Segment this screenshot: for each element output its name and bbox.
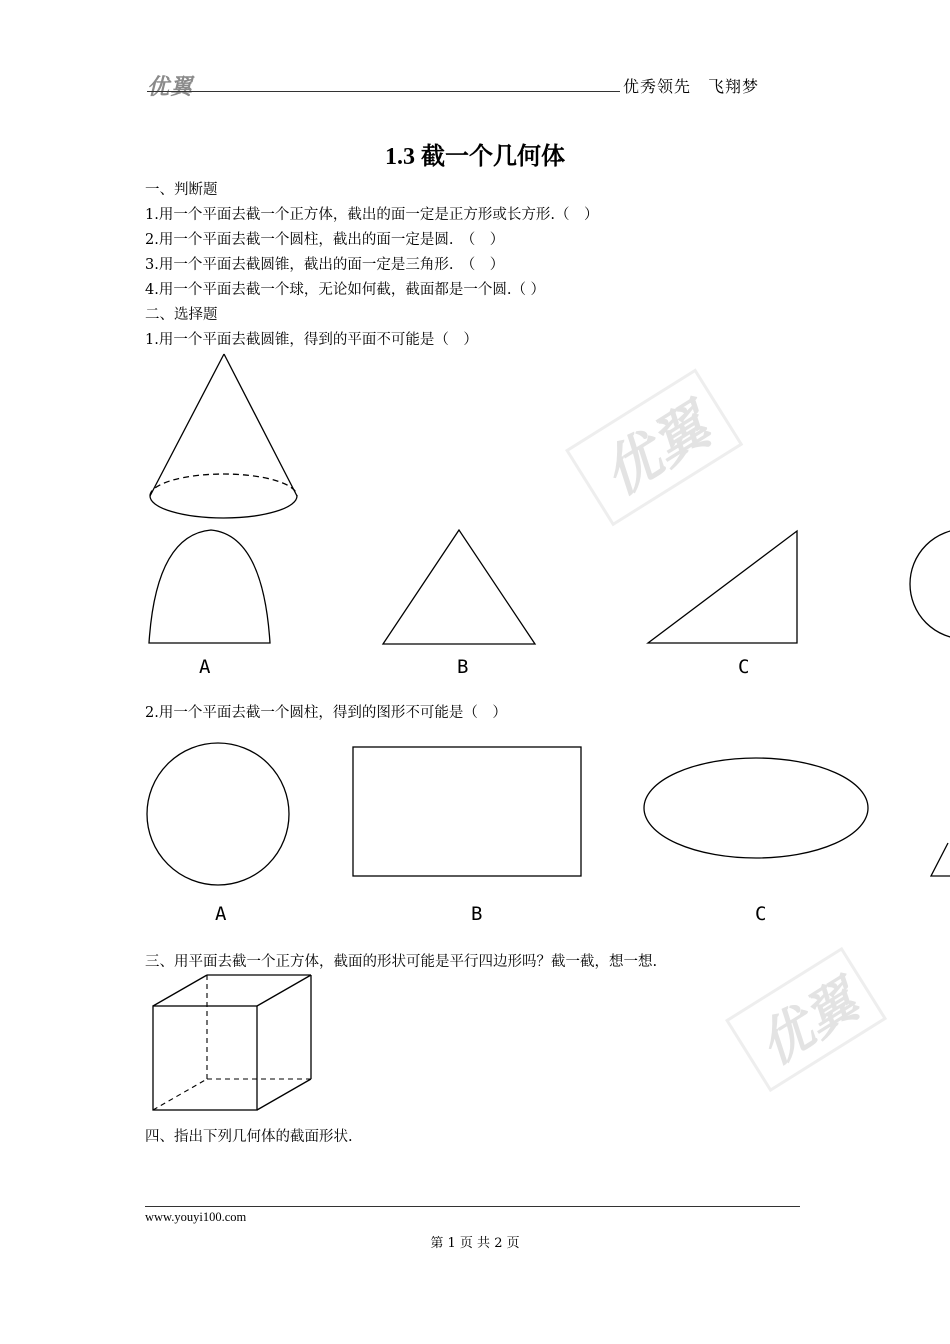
option-b-rectangle-shape (350, 744, 586, 880)
watermark-top: 优翼 (565, 368, 743, 526)
option-b-triangle-shape (380, 525, 540, 650)
section-question-cross-section: 四、指出下列几何体的截面形状. (145, 1129, 353, 1145)
header-rule (147, 91, 620, 92)
question-item: 1.用一个平面去截圆锥，得到的平面不可能是（ ） (145, 332, 478, 348)
option-label: A (199, 656, 211, 678)
option-a-circle-shape (144, 740, 294, 890)
question-item: 2.用一个平面去截一个圆柱，得到的图形不可能是（ ） (145, 705, 507, 721)
page-title: 1.3 截一个几何体 (385, 144, 565, 170)
option-c-right-triangle-shape (645, 528, 805, 648)
option-label: C (755, 903, 767, 925)
option-label: B (471, 903, 483, 925)
header-slogan: 优秀领先 飞翔梦 (623, 77, 760, 96)
option-d-triangle-shape-partial (928, 840, 950, 880)
cone-figure (140, 350, 310, 525)
watermark-bottom: 优翼 (725, 947, 887, 1092)
question-item: 4.用一个平面去截一个球，无论如何截，截面都是一个圆.（ ） (145, 282, 546, 298)
option-label: B (457, 656, 469, 678)
question-item: 1.用一个平面去截一个正方体，截出的面一定是正方形或长方形.（ ） (145, 207, 599, 223)
page-number: 第 1 页 共 2 页 (430, 1236, 520, 1251)
section-heading-choice: 二、选择题 (145, 307, 218, 323)
section-heading-judgement: 一、判断题 (145, 182, 218, 198)
header-logo: 优翼 (147, 75, 194, 100)
option-label: C (738, 656, 750, 678)
option-c-ellipse-shape (640, 755, 875, 865)
option-label: A (215, 903, 227, 925)
option-a-parabola-shape (145, 525, 275, 650)
option-d-circle-shape-partial (905, 528, 950, 646)
question-item: 2.用一个平面去截一个圆柱，截出的面一定是圆. （ ） (145, 232, 505, 248)
section-question-cube: 三、用平面去截一个正方体，截面的形状可能是平行四边形吗？截一截，想一想. (145, 954, 658, 970)
question-item: 3.用一个平面去截圆锥，截出的面一定是三角形. （ ） (145, 257, 505, 273)
cube-figure (148, 970, 318, 1115)
footer-rule (145, 1206, 800, 1207)
footer-url: www.youyi100.com (145, 1210, 247, 1224)
